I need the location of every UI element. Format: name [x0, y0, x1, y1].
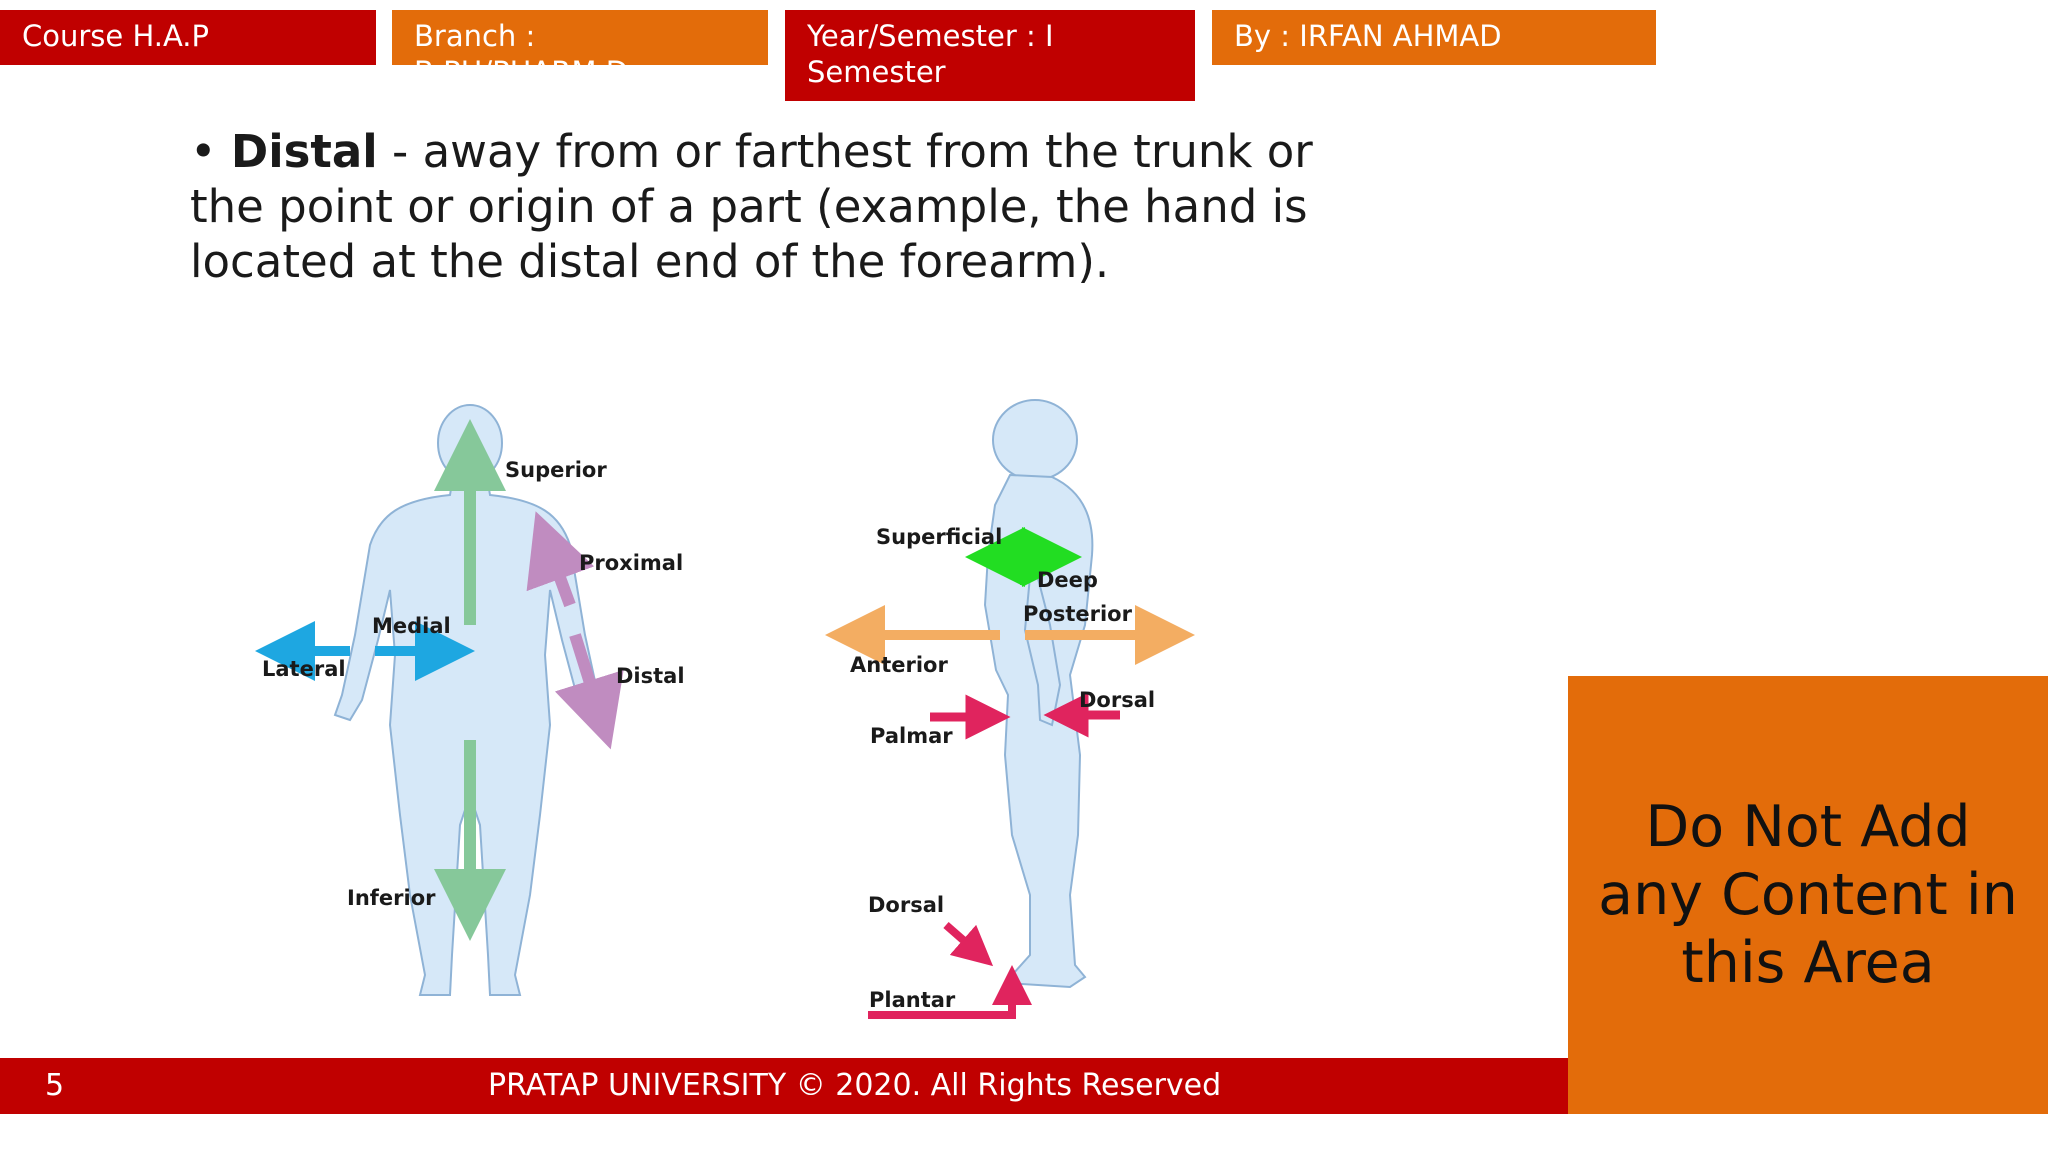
label-plantar: Plantar	[869, 988, 956, 1012]
label-dorsal-hand: Dorsal	[1079, 688, 1156, 712]
label-deep: Deep	[1037, 568, 1098, 592]
label-inferior: Inferior	[347, 886, 436, 910]
header-course: Course H.A.P	[0, 10, 376, 65]
label-lateral: Lateral	[262, 657, 346, 681]
label-superficial: Superficial	[876, 525, 1003, 549]
header-year-semester: Year/Semester : I Semester	[785, 10, 1195, 101]
bullet-marker: •	[190, 125, 217, 178]
footer-copyright: PRATAP UNIVERSITY © 2020. All Rights Reserved	[488, 1068, 1222, 1103]
bullet-definition: - away from or farthest from the trunk or the point or origin of a part (example, the hand is located at the distal end of the forearm).	[190, 125, 1313, 288]
label-dorsal-foot: Dorsal	[868, 893, 945, 917]
header-branch: Branch : B.PH/PHARM.D	[392, 10, 768, 65]
label-palmar: Palmar	[870, 724, 953, 748]
label-proximal: Proximal	[579, 551, 684, 575]
label-anterior: Anterior	[850, 653, 948, 677]
reserved-area-notice: Do Not Add any Content in this Area	[1568, 676, 2048, 1114]
side-body-silhouette	[985, 400, 1092, 987]
bullet-term: Distal	[230, 125, 378, 178]
bullet-text	[190, 124, 1370, 289]
label-posterior: Posterior	[1023, 602, 1132, 626]
anatomy-directional-terms-figure	[240, 395, 1220, 1035]
label-superior: Superior	[505, 458, 607, 482]
dorsal-foot-arrow	[946, 925, 978, 953]
footer-bar	[0, 1058, 1568, 1114]
header-author: By : IRFAN AHMAD	[1212, 10, 1656, 65]
label-distal: Distal	[616, 664, 685, 688]
slide-number: 5	[45, 1068, 65, 1103]
label-medial: Medial	[372, 614, 451, 638]
